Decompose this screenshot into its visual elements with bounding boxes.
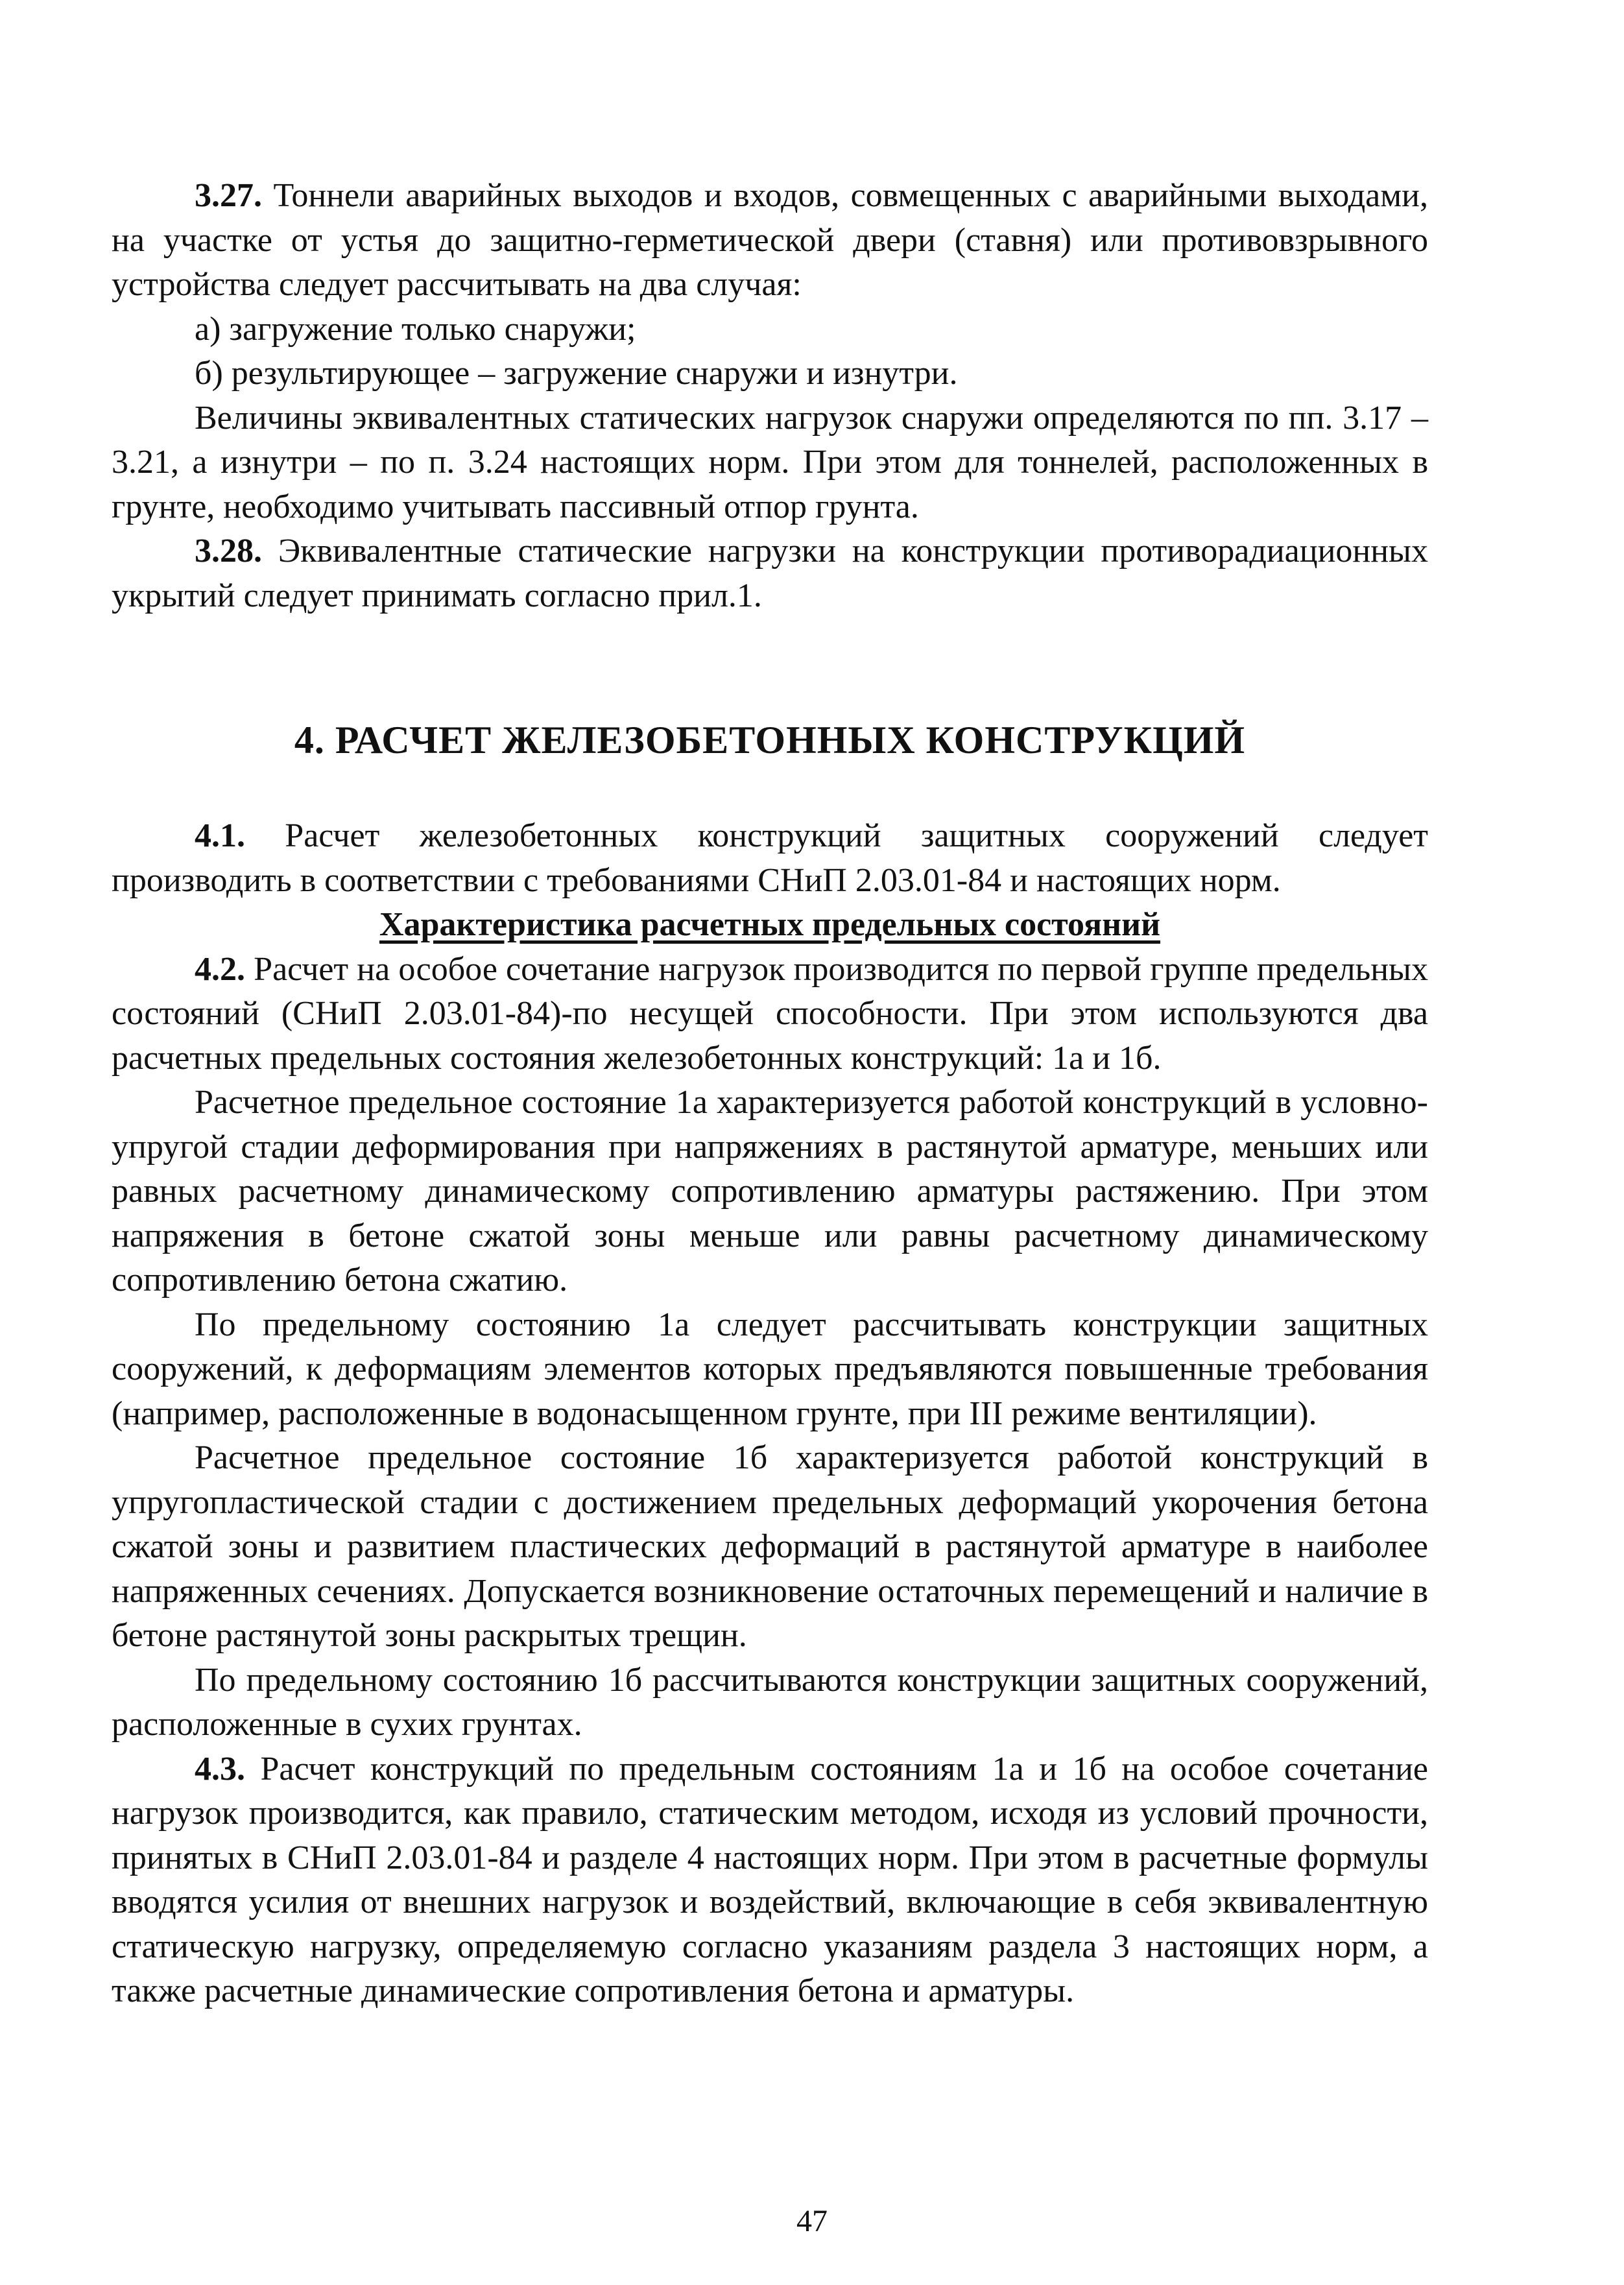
paragraph-state-1b-usage: По предельному состоянию 1б рассчитываются конструкции защитных сооружений, расположенные в сухих грунтах. <box>112 1661 1428 1743</box>
paragraph-3-27 <box>112 174 1428 307</box>
paragraph-equivalent-loads: Величины эквивалентных статических нагрузок снаружи определяются по пп. 3.17 – 3.21, а изнутри – по п. 3.24 настоящих норм. При этом для тоннелей, расположенных в грунте, необходимо учитывать пассивный отпор грунта. <box>112 399 1428 525</box>
clause-number: 4.3. <box>195 1750 245 1788</box>
paragraph-state-1a-description: Расчетное предельное состояние 1а характеризуется работой конструкций в условно-упругой стадии деформирования при напряжениях в растянутой арматуре, меньших или равных расчетному динамическому сопротивлению арматуры растяжению. При этом напряжения в бетоне сжатой зоны меньше или равны расчетному динамическому сопротивлению бетона сжатию. <box>112 1084 1428 1298</box>
clause-number: 4.1. <box>195 817 245 854</box>
page-content <box>112 174 1428 2014</box>
clause-number: 4.2. <box>195 950 245 988</box>
paragraph-3-28 <box>112 529 1428 618</box>
paragraph-4-1 <box>112 814 1428 903</box>
clause-number: 3.27. <box>195 177 262 214</box>
paragraph-state-1a-usage: По предельному состоянию 1а следует рассчитывать конструкции защитных сооружений, к деформациям элементов которых предъявляются повышенные требования (например, расположенные в водонасыщенном грунте, при III режиме вентиляции). <box>112 1306 1428 1432</box>
clause-number: 3.28. <box>195 532 262 569</box>
paragraph-text: Эквивалентные статические нагрузки на конструкции противорадиационных укрытий следует принимать согласно прил.1. <box>112 532 1428 614</box>
paragraph-4-3 <box>112 1747 1428 2014</box>
list-item-b: б) результирующее – загружение снаружи и изнутри. <box>195 355 958 392</box>
paragraph-text: Расчет железобетонных конструкций защитных сооружений следует производить в соответствии с требованиями СНиП 2.03.01-84 и настоящих норм. <box>112 817 1428 899</box>
paragraph-state-1b-description: Расчетное предельное состояние 1б характеризуется работой конструкций в упругопластической стадии с достижением предельных деформаций укорочения бетона сжатой зоны и развитием пластических деформаций в растянутой арматуре в наиболее напряженных сечениях. Допускается возникновение остаточных перемещений и наличие в бетоне растянутой зоны раскрытых трещин. <box>112 1439 1428 1654</box>
list-item-a: а) загружение только снаружи; <box>195 310 636 348</box>
subsection-heading: Характеристика расчетных предельных состояний <box>379 906 1161 943</box>
paragraph-text: Тоннели аварийных выходов и входов, совмещенных с аварийными выходами, на участке от устья до защитно-герметической двери (ставня) или противовзрывного устройства следует рассчитывать на два случая: <box>112 177 1428 303</box>
section-heading: 4. РАСЧЕТ ЖЕЛЕЗОБЕТОННЫХ КОНСТРУКЦИЙ <box>294 719 1246 761</box>
paragraph-text: Расчет конструкций по предельным состояниям 1а и 1б на особое сочетание нагрузок производится, как правило, статическим методом, исходя из условий прочности, принятых в СНиП 2.03.01-84 и разделе 4 настоящих норм. При этом в расчетные формулы вводятся усилия от внешних нагрузок и воздействий, включающие в себя эквивалентную статическую нагрузку, определяемую согласно указаниям раздела 3 настоящих норм, а также расчетные динамические сопротивления бетона и арматуры. <box>112 1750 1428 2009</box>
paragraph-text: Расчет на особое сочетание нагрузок производится по первой группе предельных состояний (СНиП 2.03.01-84)-по несущей способности. При этом используются два расчетных предельных состояния железобетонных конструкций: 1а и 1б. <box>112 950 1428 1077</box>
paragraph-4-2 <box>112 948 1428 1081</box>
page-number: 47 <box>796 2204 828 2238</box>
